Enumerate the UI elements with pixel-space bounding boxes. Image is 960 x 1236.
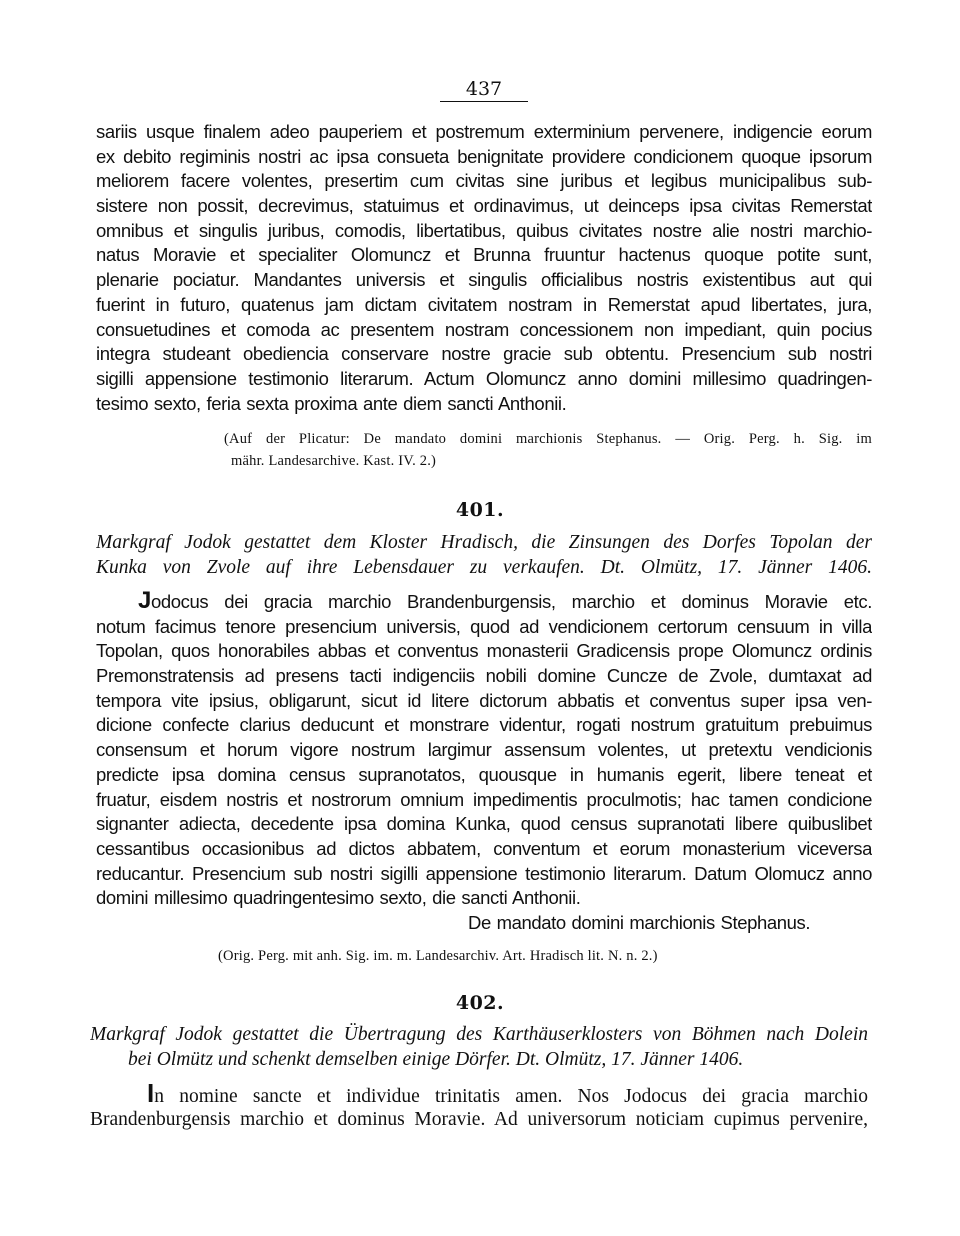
first-line-rest: n nomine sancte et individue trinitatis amen. Nos Jodocus dei gracia marchio [154,1086,868,1107]
text-line: omnibus et singulis juribus, comodis, libertatibus, quibus civitates nostre alie nostri marchio- [96,219,872,241]
text-line: notum facimus tenore presencium universis, quod ad vendicionem certorum censuum in villa [96,615,872,637]
text-line: dicione confecte clarius deducunt et monstrare videntur, rogati nostrum gratuitum prebuimus [96,714,872,736]
initial-letter: I [147,1083,155,1108]
text-line: tesimo sexto, feria sexta proxima ante diem sancti Anthonii. [96,392,567,414]
heading-line: Markgraf Jodok gestattet dem Kloster Hradisch, die Zinsungen des Dorfes Topolan der [96,532,872,553]
text-line: sistere non possit, decrevimus, statuimus et ordinavimus, ut deinceps ipsa civitas Remerstat [96,195,872,217]
text-line: predicte ipsa domina census supranotatos, quousque in humanis egerit, libere teneat et [96,763,872,785]
document-number-401: 401. [455,499,505,521]
text-line: consensum et horum vigore nostrum largimur assensum volentes, ut pretextu vendicionis [96,739,872,761]
text-line: meliorem facere volentes, presertim cum civitas sine juribus et legibus municipalibus sub- [96,170,872,192]
text-line: signanter adiecta, decedente ipsa domina Kunka, quod census supranotati libere quibuslibet [96,813,872,835]
first-text-line [90,1083,868,1108]
document-heading-402 [90,1023,868,1072]
text-line: Topolan, quos honorabiles abbas et conventus monasterii Gradicensis prope Olomuncz ordinis [96,640,872,662]
note-line: (Orig. Perg. mit anh. Sig. im. m. Landesarchiv. Art. Hradisch lit. N. n. 2.) [218,948,658,964]
text-line: Premonstratensis ad presens tacti indigenciis nobili domine Cuncze de Zvole, dumtaxat ad [96,665,872,687]
text-line: consuetudines et comoda ac presentem nostram concessionem non impediant, quin pocius [96,318,872,340]
text-line: fuerint in futuro, quatenus jam dictam civitatem nostram in Remerstat apud libertates, jura, [96,293,872,315]
text-line: ex debito regiminis nostri ac ipsa consueta benignitate providere condicionem quoque ipsorum [96,145,872,167]
first-line-rest: odocus dei gracia marchio Brandenburgensis, marchio et dominus Moravie etc. [150,591,872,612]
note-line: (Auf der Plicatur: De mandato domini marchionis Stephanus. — Orig. Perg. h. Sig. im [224,431,872,447]
text-line: fruatur, eisdem nostris et nostrorum omnium impedimentis proculmotis; hac tamen condicione [96,788,872,810]
archival-note [224,428,872,472]
text-line: reducantur. Presencium sub nostri sigilli appensione testimonio literarum. Datum Olomucz anno [96,862,872,884]
first-text-line [96,590,872,615]
note-line: mähr. Landesarchive. Kast. IV. 2.) [231,453,437,469]
page-number: 437 [440,78,528,102]
signature-line: De mandato domini marchionis Stephanus. [468,911,811,933]
text-line: cessantibus occasionibus ad dictos abbatem, conventum et eorum monasterium viceversa [96,837,872,859]
heading-line: Kunka von Zvole auf ihre Lebensdauer zu verkaufen. Dt. Olmütz, 17. Jänner 1406. [96,556,872,578]
text-line: natus Moravie et specialiter Olomuncz et Brunna fruuntur hactenus quoque potite sunt, [96,244,872,266]
text-line: Brandenburgensis marchio et dominus Moravie. Ad universorum noticiam cupimus pervenire, [90,1108,868,1130]
initial-letter: J [138,590,151,614]
document-text-402 [90,1083,868,1132]
text-line: sariis usque finalem adeo pauperiem et postremum exterminium pervenere, indigencie eorum [96,121,872,142]
document-heading-401 [96,531,872,580]
document-number-402: 402. [455,992,505,1014]
text-line: plenarie pociatur. Mandantes universis et singulis officialibus nostris existentibus aut qui [96,269,872,291]
continuation-text [96,120,872,416]
heading-line: Markgraf Jodok gestattet die Übertragung des Karthäuserklosters von Böhmen nach Dolein [90,1024,868,1045]
text-line: sigilli appensione testimonio literarum. Actum Olomuncz anno domini millesimo quadringen- [96,367,872,389]
text-line: tempora vite ipsius, obligarunt, sicut id litere dictorum abbatis et conventus super ipsa ven- [96,689,872,711]
text-line: integra studeant obediencia conservare nostre gracie sub obtentu. Presencium sub nostri [96,343,872,365]
text-line: domini millesimo quadringentesimo sexto, die sancti Anthonii. [96,887,581,909]
heading-line: bei Olmütz und schenkt demselben einige Dörfer. Dt. Olmütz, 17. Jänner 1406. [128,1048,744,1070]
document-text-401 [96,590,872,936]
archival-note-401 [218,945,878,967]
